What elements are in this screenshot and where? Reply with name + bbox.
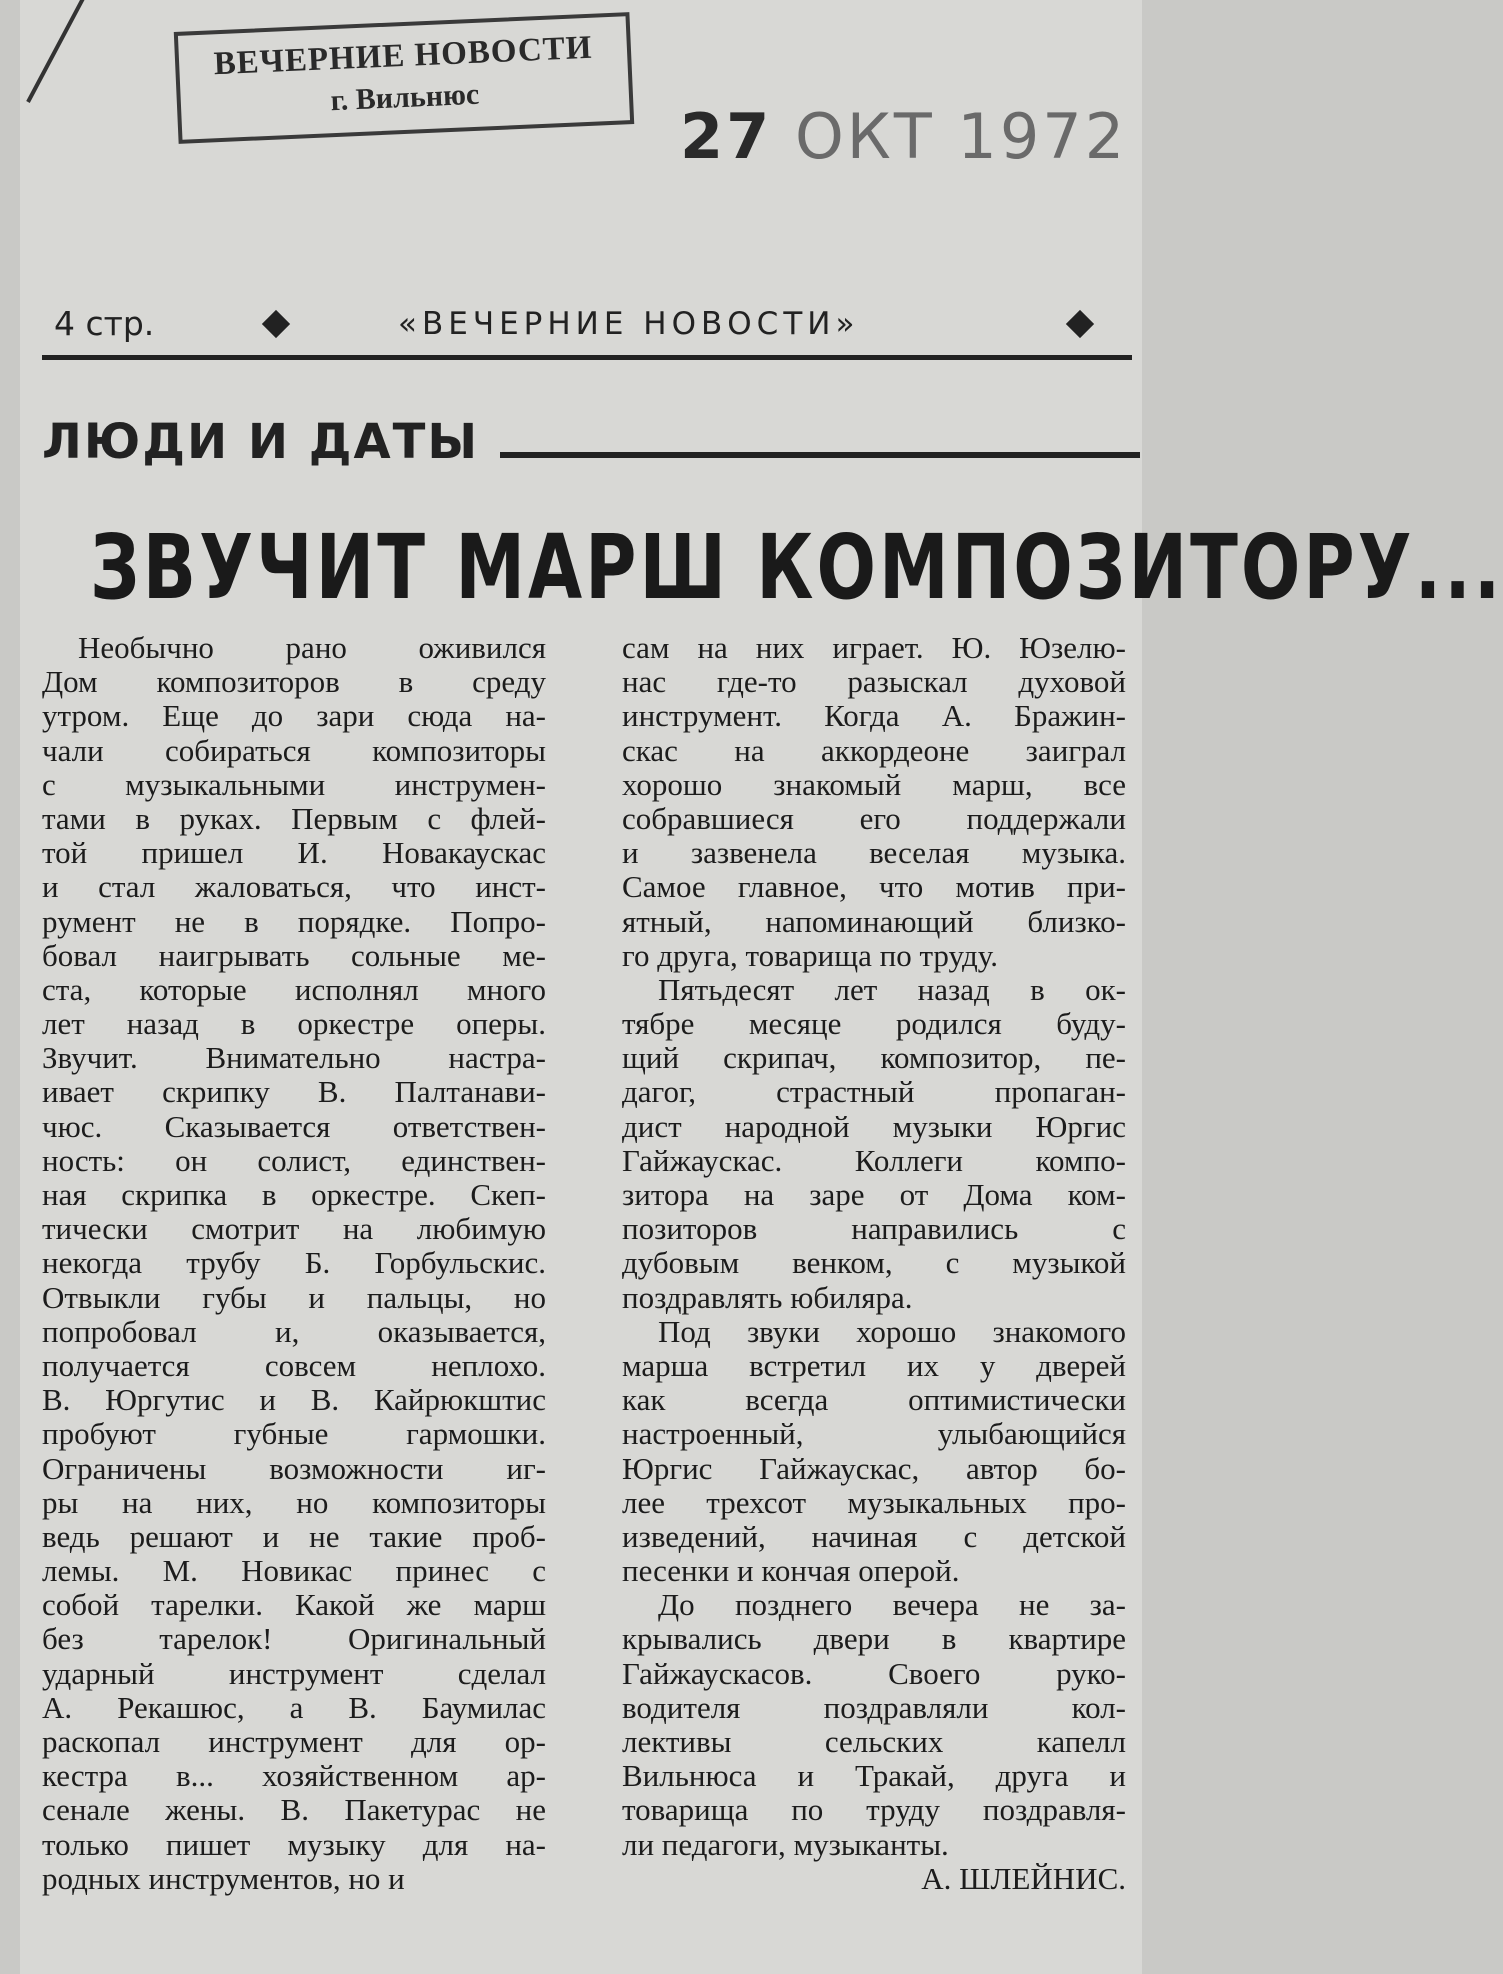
article-line: До позднего вечера не за-: [658, 1587, 1126, 1623]
article-line: некогда трубу Б. Горбульскис.: [42, 1245, 546, 1281]
article-column-2: [622, 631, 1126, 1896]
article-line: Вильнюса и Тракай, друга и: [622, 1758, 1126, 1794]
article-line: Ограничены возможности иг-: [42, 1450, 546, 1486]
article-line: только пишет музыку для на-: [42, 1826, 546, 1862]
article-line: Пятьдесят лет назад в ок-: [658, 971, 1126, 1007]
stamp-line-1: ВЕЧЕРНИЕ НОВОСТИ: [212, 29, 594, 83]
date-stamp: [680, 100, 1127, 173]
article-line: как всегда оптимистически: [622, 1382, 1126, 1418]
article-line: и стал жаловаться, что инст-: [42, 869, 546, 905]
article-line: Отвыкли губы и пальцы, но: [42, 1279, 546, 1315]
article-line: лет назад в оркестре оперы.: [42, 1006, 546, 1042]
article-line: дист народной музыки Юргис: [622, 1108, 1126, 1144]
section-rule: [500, 452, 1140, 458]
article-line: сенале жены. В. Пакетурас не: [42, 1792, 546, 1828]
article-line: товарища по труду поздравля-: [622, 1792, 1126, 1828]
article-line: ли педагоги, музыканты.: [622, 1826, 949, 1862]
article-line: той пришел И. Новакаускас: [42, 835, 546, 871]
article-line: получается совсем неплохо.: [42, 1347, 546, 1383]
article-line: А. Рекашюс, а В. Баумилас: [42, 1689, 546, 1725]
article-line: собой тарелки. Какой же марш: [42, 1587, 546, 1623]
article-line: тами в руках. Первым с флей-: [42, 800, 546, 836]
article-line: лее трехсот музыкальных про-: [622, 1484, 1126, 1520]
article-line: бовал наигрывать сольные ме-: [42, 937, 546, 973]
stamp-line-2: г. Вильнюс: [329, 77, 480, 118]
article-line: крывались двери в квартире: [622, 1621, 1126, 1657]
library-stamp: [174, 12, 634, 144]
page-header: [54, 292, 1124, 352]
diamond-icon: [262, 310, 290, 338]
article-line: Под звуки хорошо знакомого: [658, 1313, 1126, 1349]
article-line: Гайжаускасов. Своего руко-: [622, 1655, 1126, 1691]
article-line: без тарелок! Оригинальный: [42, 1621, 546, 1657]
article-line: Самое главное, что мотив при-: [622, 869, 1126, 905]
article-line: нас где-то разыскал духовой: [622, 664, 1126, 700]
article-line: ность: он солист, единствен-: [42, 1142, 546, 1178]
article-line: поздравлять юбиляра.: [622, 1279, 913, 1315]
article-line: тически смотрит на любимую: [42, 1211, 546, 1247]
article-line: чали собираться композиторы: [42, 732, 546, 768]
article-line: го друга, товарища по труду.: [622, 937, 998, 973]
article-line: румент не в порядке. Попро-: [42, 903, 546, 939]
article-line: Звучит. Внимательно настра-: [42, 1040, 546, 1076]
article-line: А. ШЛЕЙНИС.: [921, 1860, 1126, 1896]
headline: ЗВУЧИТ МАРШ КОМПОЗИТОРУ...: [90, 515, 1503, 620]
section-title: ЛЮДИ И ДАТЫ: [42, 414, 480, 470]
article-line: ры на них, но композиторы: [42, 1484, 546, 1520]
article-line: водителя поздравляли кол-: [622, 1689, 1126, 1725]
article-line: родных инструментов, но и: [42, 1860, 405, 1896]
article-line: Дом композиторов в среду: [42, 664, 546, 700]
article-line: ятный, напоминающий близко-: [622, 903, 1126, 939]
date-month-year: ОКТ 1972: [795, 100, 1128, 173]
article-line: ивает скрипку В. Палтанави-: [42, 1074, 546, 1110]
article-line: настроенный, улыбающийся: [622, 1416, 1126, 1452]
article-line: раскопал инструмент для ор-: [42, 1724, 546, 1759]
article-line: позиторов направились с: [622, 1211, 1126, 1247]
article-line: Необычно рано оживился: [78, 630, 546, 665]
article-line: с музыкальными инструмен-: [42, 766, 546, 802]
article-line: чюс. Сказывается ответствен-: [42, 1108, 546, 1144]
article-line: и зазвенела веселая музыка.: [622, 835, 1126, 871]
article-line: ста, которые исполнял много: [42, 971, 546, 1007]
article-line: собравшиеся его поддержали: [622, 800, 1126, 836]
article-line: пробуют губные гармошки.: [42, 1416, 546, 1452]
article-line: сам на них играет. Ю. Юзелю-: [622, 630, 1126, 665]
article-line: В. Юргутис и В. Кайрюкштис: [42, 1382, 546, 1418]
article-line: скас на аккордеоне заиграл: [622, 732, 1126, 768]
article-line: кестра в... хозяйственном ар-: [42, 1758, 546, 1794]
article-line: дагог, страстный пропаган-: [622, 1074, 1126, 1110]
article-line: марша встретил их у дверей: [622, 1347, 1126, 1383]
article-line: хорошо знакомый марш, все: [622, 766, 1126, 802]
article-line: инструмент. Когда А. Бражин-: [622, 698, 1126, 734]
article-line: ударный инструмент сделал: [42, 1655, 546, 1691]
article-line: щий скрипач, композитор, пе-: [622, 1040, 1126, 1076]
article-line: песенки и кончая оперой.: [622, 1553, 960, 1589]
article-line: ведь решают и не такие проб-: [42, 1518, 546, 1554]
article-line: лективы сельских капелл: [622, 1724, 1126, 1759]
article-line: попробовал и, оказывается,: [42, 1313, 546, 1349]
article-line: лемы. М. Новикас принес с: [42, 1553, 546, 1589]
article-line: изведений, начиная с детской: [622, 1518, 1126, 1554]
article-line: дубовым венком, с музыкой: [622, 1245, 1126, 1281]
article-line: ная скрипка в оркестре. Скеп-: [42, 1177, 546, 1212]
date-day: 27: [680, 100, 773, 173]
header-rule: [42, 355, 1132, 360]
article-line: Юргис Гайжаускас, автор бо-: [622, 1450, 1126, 1486]
article-column-1: [42, 631, 546, 1896]
newspaper-name: «ВЕЧЕРНИЕ НОВОСТИ»: [398, 306, 860, 342]
diamond-icon: [1066, 310, 1094, 338]
article-line: Гайжаускас. Коллеги компо-: [622, 1142, 1126, 1178]
article-line: утром. Еще до зари сюда на-: [42, 698, 546, 734]
article-line: зитора на заре от Дома ком-: [622, 1177, 1126, 1212]
page-number: 4 стр.: [54, 304, 155, 343]
article-line: тябре месяце родился буду-: [622, 1006, 1126, 1042]
